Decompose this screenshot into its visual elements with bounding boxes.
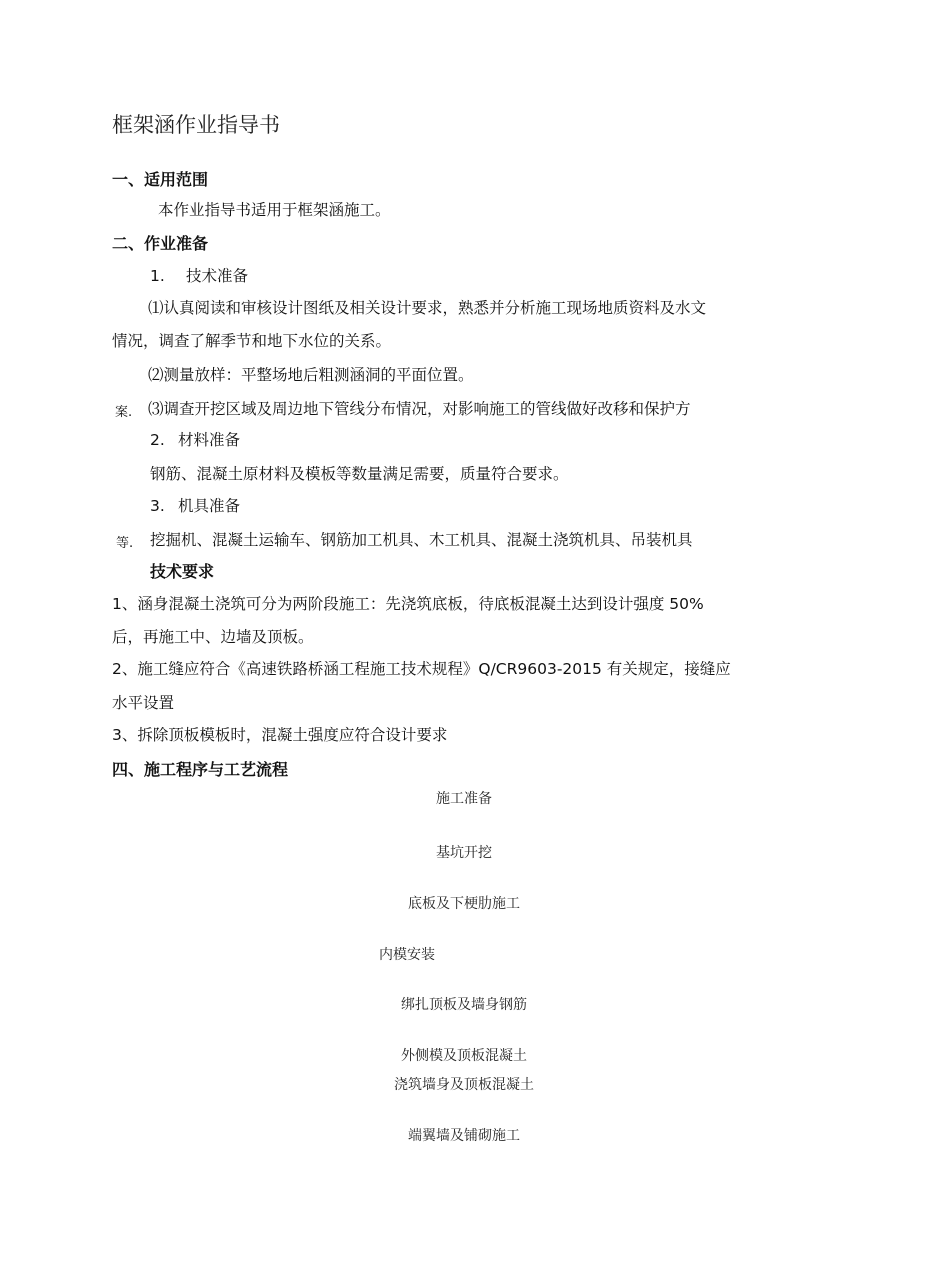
material-prep-title: 材料准备 [178, 431, 241, 449]
flow-step-6: 外侧模及顶板混凝土 [401, 1048, 527, 1064]
section-1-heading: 一、适用范围 [112, 170, 209, 189]
tech-item-2: ⑵测量放样：平整场地后粗测涵洞的平面位置。 [148, 366, 474, 384]
tech-item-1-line-1: ⑴认真阅读和审核设计图纸及相关设计要求，熟悉并分析施工现场地质资料及水文 [148, 299, 707, 317]
flow-step-3: 底板及下梗肋施工 [408, 896, 520, 912]
section-3-heading: 技术要求 [150, 562, 215, 581]
margin-mark-1: 案. [115, 405, 133, 420]
equipment-prep-text: 挖掘机、混凝土运输车、钢筋加工机具、木工机具、混凝土浇筑机具、吊装机具 [150, 531, 693, 549]
tech-item-3: ⑶调查开挖区域及周边地下管线分布情况，对影响施工的管线做好改移和保护方 [148, 400, 691, 418]
section-1-text: 本作业指导书适用于框架涵施工。 [158, 201, 391, 219]
flow-step-8: 端翼墙及铺砌施工 [408, 1128, 520, 1144]
tech-item-1-line-2: 情况，调查了解季节和地下水位的关系。 [112, 332, 392, 350]
section-2-heading: 二、作业准备 [112, 234, 209, 253]
document-title: 框架涵作业指导书 [112, 113, 280, 137]
requirement-1-line-1: 1、涵身混凝土浇筑可分为两阶段施工：先浇筑底板，待底板混凝土达到设计强度 50% [112, 595, 704, 613]
flow-step-4: 内模安装 [379, 947, 435, 963]
requirement-2-line-1: 2、施工缝应符合《高速铁路桥涵工程施工技术规程》Q/CR9603-2015 有关规定，接缝应 [112, 660, 731, 678]
requirement-3: 3、拆除顶板模板时，混凝土强度应符合设计要求 [112, 726, 448, 744]
equipment-prep-number: 3. [150, 497, 165, 515]
flow-step-1: 施工准备 [436, 791, 492, 807]
flow-step-7: 浇筑墙身及顶板混凝土 [394, 1077, 534, 1093]
flow-step-5: 绑扎顶板及墙身钢筋 [401, 997, 527, 1013]
flow-step-2: 基坑开挖 [436, 845, 492, 861]
section-4-heading: 四、施工程序与工艺流程 [112, 760, 289, 779]
equipment-prep-title: 机具准备 [178, 497, 241, 515]
tech-prep-title: 技术准备 [186, 267, 249, 285]
requirement-1-line-2: 后，再施工中、边墙及顶板。 [112, 628, 314, 646]
margin-mark-2: 等. [116, 536, 134, 551]
tech-prep-number: 1. [150, 267, 165, 285]
material-prep-number: 2. [150, 431, 165, 449]
material-prep-text: 钢筋、混凝土原材料及模板等数量满足需要，质量符合要求。 [150, 465, 569, 483]
requirement-2-line-2: 水平设置 [112, 694, 175, 712]
